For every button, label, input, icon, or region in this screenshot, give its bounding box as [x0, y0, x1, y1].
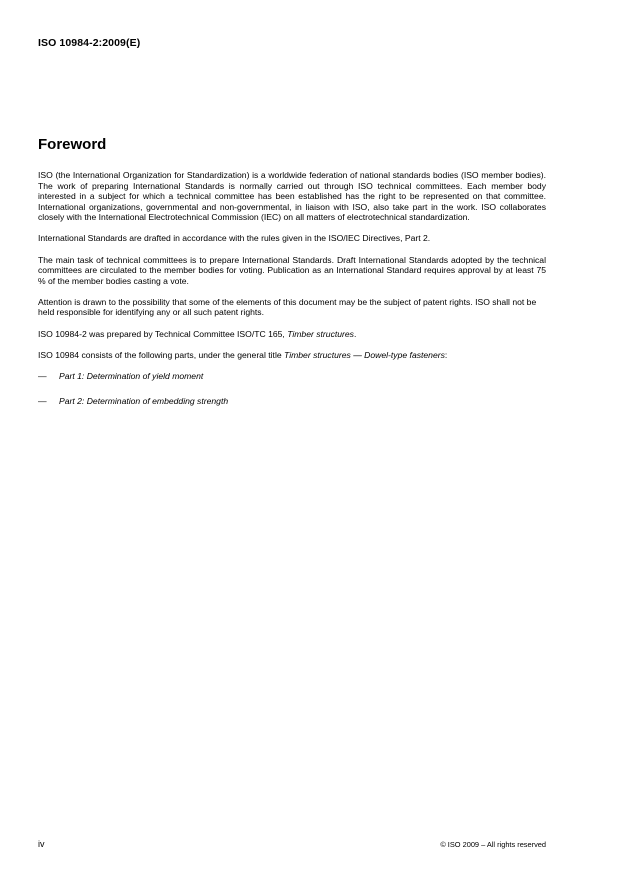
committee-title: Timber structures	[287, 328, 354, 339]
part-2-title: Part 2: Determination of embedding strength	[59, 396, 229, 407]
list-item	[38, 371, 546, 382]
foreword-body	[38, 170, 546, 422]
prepared-by-end: .	[353, 328, 357, 339]
page-number: iv	[38, 839, 45, 849]
list-dash: —	[38, 396, 47, 407]
paragraph-prepared-by	[38, 329, 546, 340]
list-item	[38, 396, 546, 407]
page-title: Foreword	[38, 136, 107, 153]
paragraph-committee-task: The main task of technical committees is to prepare International Standards. Draft International Standards adopted by the technical committees are circulated to the member bodies for voting. Publication as an International Standard requires approval by at least 75 % of the member bodies casting a vote.	[38, 254, 546, 286]
copyright-notice: © ISO 2009 – All rights reserved	[440, 840, 546, 849]
paragraph-parts-intro	[38, 350, 546, 361]
document-identifier: ISO 10984-2:2009(E)	[38, 37, 141, 49]
paragraph-drafting-rules: International Standards are drafted in accordance with the rules given in the ISO/IEC Directives, Part 2.	[38, 233, 431, 244]
general-title: Timber structures — Dowel-type fasteners	[284, 349, 445, 360]
paragraph-iso-federation: ISO (the International Organization for Standardization) is a worldwide federation of national standards bodies (ISO member bodies). The work of preparing International Standards is normally carried out through ISO technical committees. Each member body interested in a subject for which a technical committee has been established has the right to be represented on that committee. International organizations, governmental and non-governmental, in liaison with ISO, also take part in the work. ISO collaborates closely with the International Electrotechnical Commission (IEC) on all matters of electrotechnical standardization.	[38, 170, 546, 223]
parts-intro-end: :	[444, 349, 448, 360]
prepared-by-text: ISO 10984-2 was prepared by Technical Committee ISO/TC 165,	[38, 328, 288, 339]
paragraph-patent-rights: Attention is drawn to the possibility that some of the elements of this document may be the subject of patent rights. ISO shall not be held responsible for identifying any or all such patent rights.	[38, 296, 537, 318]
list-dash: —	[38, 370, 47, 381]
part-1-title: Part 1: Determination of yield moment	[59, 370, 204, 381]
parts-intro-text: ISO 10984 consists of the following parts, under the general title	[38, 349, 285, 360]
